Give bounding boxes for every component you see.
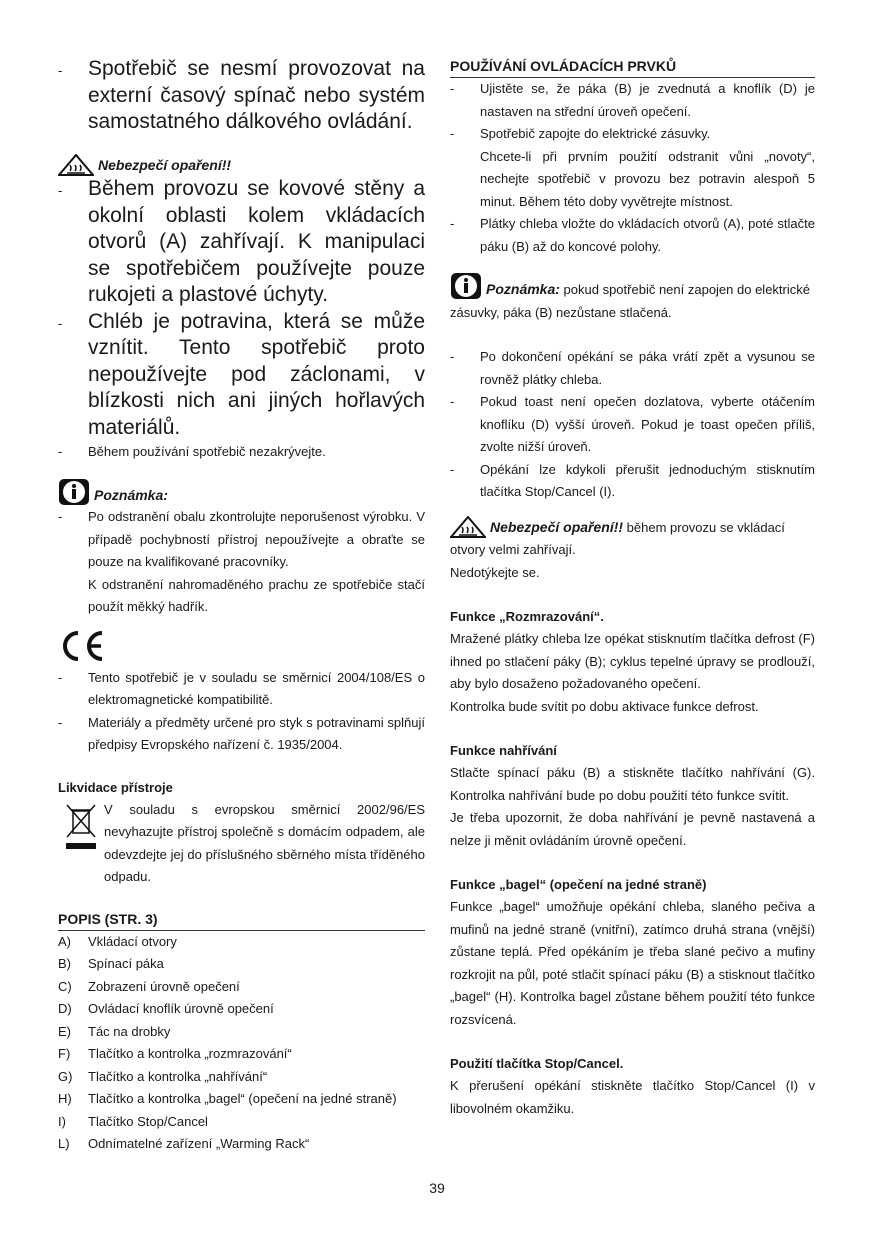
description-item-text: Odnímatelné zařízení „Warming Rack“: [88, 1136, 310, 1151]
info-note: Poznámka: pokud spotřebič není zapojen do elektrické zásuvky, páka (B) nezůstane stlačená.: [450, 272, 815, 324]
list-item: - Materiály a předměty určené pro styk s potravinami splňují předpisy Evropského nařízení č. 1935/2004.: [58, 714, 425, 752]
page-number: 39: [429, 1180, 445, 1196]
paragraph: K přerušení opékání stiskněte tlačítko Stop/Cancel (I) v libovolném okamžiku.: [450, 1078, 815, 1116]
description-item-text: Tlačítko Stop/Cancel: [88, 1113, 208, 1129]
description-item-key: G): [58, 1068, 73, 1084]
info-note: Poznámka:: [58, 478, 425, 507]
list-item: - Spotřebič se nesmí provozovat na externí časový spínač nebo systém samostatného dálkového ovládání.: [58, 57, 425, 133]
description-list: [58, 931, 425, 1156]
list-item: - Po odstranění obalu zkontrolujte neporušenost výrobku. V případě pochybností přístroj nepoužívejte a obraťte se pouze na kvalifikované pracovníky.: [58, 509, 425, 569]
section-heading: POUŽÍVÁNÍ OVLÁDACÍCH PRVKŮ: [450, 56, 815, 78]
paragraph: Nedotýkejte se.: [450, 564, 540, 580]
section-heading: Likvidace přístroje: [58, 779, 173, 795]
description-item-text: Vkládací otvory: [88, 933, 177, 949]
danger-note: Nebezpečí opaření!!: [58, 154, 425, 177]
description-item-text: Zobrazení úrovně opečení: [88, 978, 240, 994]
description-item-key: D): [58, 1001, 72, 1016]
list-item: - Chléb je potravina, která se může vznítit. Tento spotřebič proto nepoužívejte pod záclonami, v blízkosti nich ani jiných hořlavých materiálů.: [58, 309, 425, 439]
description-item-key: E): [58, 1023, 71, 1039]
paragraph: Stlačte spínací páku (B) a stiskněte tlačítko nahřívání (G). Kontrolka nahřívání bude po dobu použití této funkce svítit.: [450, 765, 815, 803]
section-heading: POPIS (STR. 3): [58, 909, 425, 931]
description-item-text: Tlačítko a kontrolka „rozmrazování“: [88, 1046, 292, 1061]
danger-note: Nebezpečí opaření!! během provozu se vkládací otvory velmi zahřívají.: [450, 516, 815, 562]
list-item: - Během provozu se kovové stěny a okolní oblasti kolem vkládacích otvorů (A) zahřívají. K manipulaci se spotřebičem používejte pouze rukojeti a plastové úchyty.: [58, 177, 425, 306]
disposal-block: [58, 799, 425, 889]
description-item: [58, 1088, 425, 1111]
paragraph: V souladu s evropskou směrnicí 2002/96/ES nevyhazujte přístroj společně s domácím odpadem, ale odevzdejte jej do příslušného sběrného místa tříděného odpadu.: [104, 801, 425, 884]
section-heading: Funkce „Rozmrazování“.: [450, 609, 604, 624]
description-item-key: L): [58, 1136, 70, 1151]
list-item: - Spotřebič zapojte do elektrické zásuvky.: [450, 126, 711, 141]
description-item-key: I): [58, 1113, 66, 1129]
list-item: - Po dokončení opékání se páka vrátí zpět a vysunou se rovněž plátky chleba.: [450, 349, 815, 387]
description-item: [58, 1021, 425, 1044]
list-item: - Opékání lze kdykoli přerušit jednoduchým stisknutím tlačítka Stop/Cancel (I).: [450, 461, 815, 499]
ce-mark: [58, 629, 425, 667]
section-heading: Funkce „bagel“ (opečení na jedné straně): [450, 877, 707, 892]
paragraph: Mražené plátky chleba lze opékat stisknutím tlačítka defrost (F) ihned po stlačení páky (B); cyklus tepelné úpravy se prodlouží, aby bylo dosaženo požadovaného opečení.: [450, 631, 815, 691]
description-item-text: Tlačítko a kontrolka „bagel“ (opečení na jedné straně): [88, 1091, 397, 1106]
description-item: [58, 953, 425, 976]
section-heading: Použití tlačítka Stop/Cancel.: [450, 1056, 624, 1071]
description-item-key: H): [58, 1091, 72, 1106]
list-item: - Pokud toast není opečen dozlatova, vyberte otáčením knoflíku (D) vyšší úroveň. Pokud je toast opečen příliš, zvolte nižší úroveň.: [450, 394, 815, 454]
description-item-text: Ovládací knoflík úrovně opečení: [88, 1001, 274, 1016]
description-item-key: C): [58, 978, 72, 994]
description-item: [58, 931, 425, 954]
list-item: - Tento spotřebič je v souladu se směrnicí 2004/108/ES o elektromagnetické kompatibilitě.: [58, 669, 425, 707]
description-item: [58, 998, 425, 1021]
list-item: - Ujistěte se, že páka (B) je zvednutá a knoflík (D) je nastaven na střední úroveň opečení.: [450, 81, 815, 119]
left-column: [58, 56, 425, 1156]
crossed-bin-icon: [64, 801, 98, 851]
description-item-key: B): [58, 956, 71, 971]
description-item: [58, 976, 425, 999]
right-column: [450, 56, 815, 1120]
description-item-text: Tlačítko a kontrolka „nahřívání“: [88, 1068, 268, 1084]
paragraph: Kontrolka bude svítit po dobu aktivace funkce defrost.: [450, 698, 759, 714]
list-item: - Během používání spotřebič nezakrývejte.: [58, 444, 326, 459]
info-icon: [450, 272, 482, 300]
ce-mark-icon: [58, 629, 106, 663]
description-item-text: Spínací páka: [88, 956, 164, 971]
description-item: [58, 1111, 425, 1134]
paragraph: Je třeba upozornit, že doba nahřívání je pevně nastavená a nelze ji měnit ovládáním úrovně opečení.: [450, 810, 815, 848]
description-item-text: Tác na drobky: [88, 1023, 171, 1039]
description-item: [58, 1043, 425, 1066]
paragraph: Funkce „bagel“ umožňuje opékání chleba, slaného pečiva a mufinů na jedné straně (vnitřní), zatímco druhá strana (vnější) zůstane teplá. Před opékáním je třeba slané pečivo a mufiny rozkrojit na půl, poté stlačit spínací páku (B) a stisknout tlačítko „bagel“ (H). Kontrolka bagel zůstane během použití této funkce rozsvícená.: [450, 899, 815, 1027]
section-heading: Funkce nahřívání: [450, 743, 557, 758]
description-item: [58, 1133, 425, 1156]
info-icon: [58, 478, 90, 506]
list-item: - Plátky chleba vložte do vkládacích otvorů (A), poté stlačte páku (B) až do koncové polohy.: [450, 216, 815, 254]
hot-surface-warning-icon: [450, 516, 486, 538]
description-item-key: F): [58, 1046, 71, 1061]
description-item: [58, 1066, 425, 1089]
hot-surface-warning-icon: [58, 154, 94, 176]
paragraph: K odstranění nahromaděného prachu ze spotřebiče stačí použít měkký hadřík.: [88, 576, 425, 614]
paragraph: Chcete-li při prvním použití odstranit vůni „novoty“, nechejte spotřebič v provozu bez potravin alespoň 5 minut. Během této doby vyvětrejte místnost.: [480, 148, 815, 209]
description-item-key: A): [58, 933, 71, 949]
